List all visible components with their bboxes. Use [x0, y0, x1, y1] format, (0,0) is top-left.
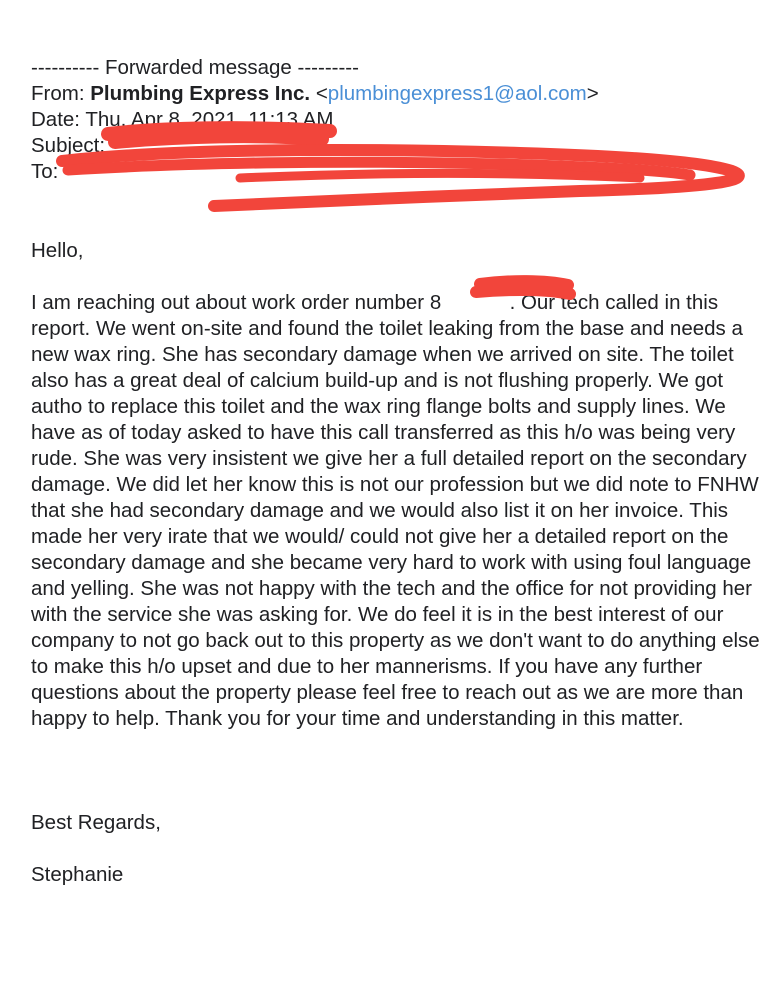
signoff: Best Regards,: [31, 811, 161, 834]
date-line: [31, 107, 773, 133]
from-line: [31, 81, 773, 107]
email-message: [31, 55, 773, 888]
sender-name: Plumbing Express Inc.: [90, 82, 311, 105]
forwarded-marker: ---------- Forwarded message ---------: [31, 56, 359, 79]
greeting: Hello,: [31, 239, 84, 262]
date-value: Thu, Apr 8, 2021, 11:13 AM: [85, 108, 334, 131]
date-label: Date:: [31, 108, 80, 131]
message-body: I am reaching out about work order number 8 . Our tech called in this report. We went on-site and found the toilet leaking from the base and needs a new wax ring. She has secondary damage when we arrived on site. The toilet also has a great deal of calcium build-up and is not flushing properly. We got autho to replace this toilet and the wax ring flange bolts and supply lines. We have as of today asked to have this call transferred as this h/o was being very rude. She was very insistent we give her a full detailed report on the secondary damage. We did let her know this is not our profession but we did note to FNHW that she had secondary damage and we would also list it on her invoice. This made her very irate that we would/ could not give her a detailed report on the secondary damage and she became very hard to work with using foul language and yelling. She was not happy with the tech and the office for not providing her with the service she was asking for. We do feel it is in the best interest of our company to not go back out to this property as we don't want to do anything else to make this h/o upset and due to her mannerisms. If you have any further questions about the property please feel free to reach out as we are more than happy to help. Thank you for your time and understanding in this matter.: [31, 291, 760, 730]
from-label: From:: [31, 82, 85, 105]
to-label: To:: [31, 160, 59, 183]
to-line: [31, 159, 773, 185]
signature: Stephanie: [31, 863, 124, 886]
bracket-close: >: [586, 82, 599, 105]
subject-line: [31, 133, 773, 159]
bracket-open: <: [315, 82, 328, 105]
subject-label: Subject:: [31, 134, 106, 157]
sender-email-link[interactable]: plumbingexpress1@aol.com: [327, 82, 587, 105]
to-bracket-close: >: [653, 160, 666, 183]
